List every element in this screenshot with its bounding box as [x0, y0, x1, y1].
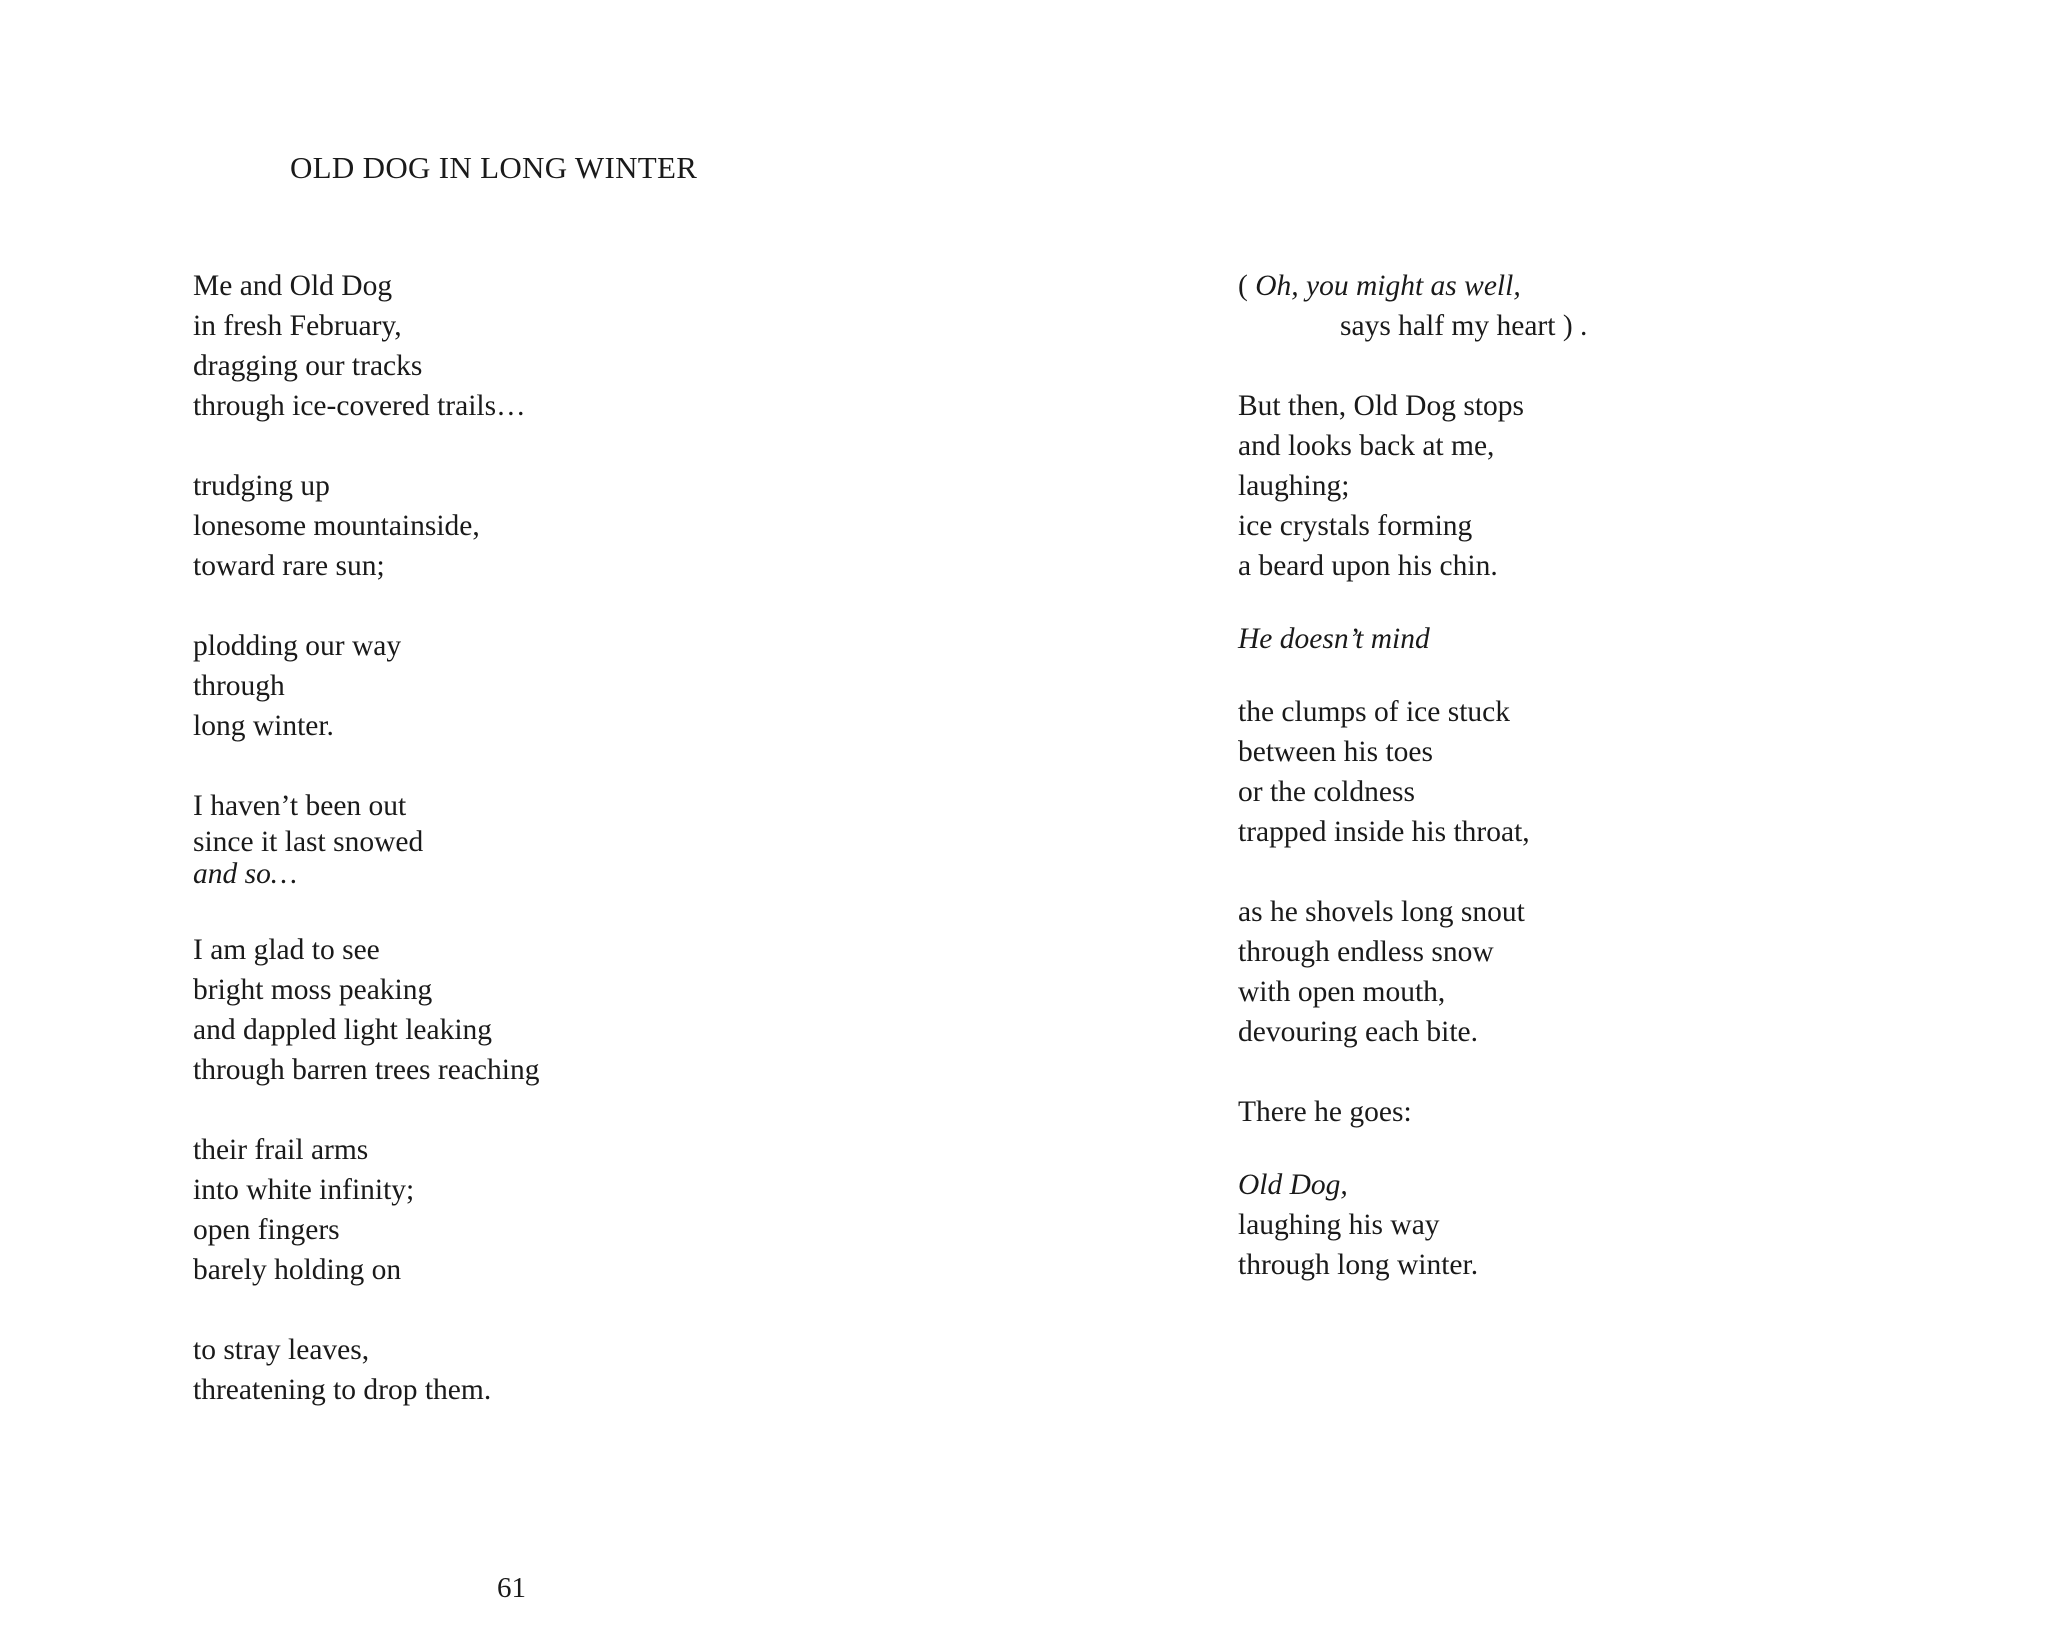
poem-line: trapped inside his throat, [1238, 816, 1530, 848]
poem-line: barely holding on [193, 1254, 402, 1286]
poem-line: I am glad to see [193, 934, 380, 966]
poem-line: ice crystals forming [1238, 510, 1473, 542]
poem-line: since it last snowed [193, 826, 424, 858]
poem-line: threatening to drop them. [193, 1374, 492, 1406]
poem-line: and looks back at me, [1238, 430, 1495, 462]
poem-aside-line [1238, 266, 1938, 306]
aside-italic-text: Oh, you might as well, [1255, 270, 1521, 302]
poem-line: or the coldness [1238, 776, 1415, 808]
poem-line: through ice-covered trails… [193, 390, 526, 422]
poem-line: There he goes: [1238, 1096, 1412, 1128]
poem-line: to stray leaves, [193, 1334, 370, 1366]
page-number: 61 [497, 1572, 526, 1604]
poem-line: toward rare sun; [193, 550, 385, 582]
poem-line: dragging our tracks [193, 350, 423, 382]
poem-line: in fresh February, [193, 310, 402, 342]
poem-column-left [193, 266, 893, 1410]
poem-line: long winter. [193, 710, 334, 742]
poem-line: lonesome mountainside, [193, 510, 480, 542]
poem-line: trudging up [193, 470, 330, 502]
poem-line: into white infinity; [193, 1174, 415, 1206]
poem-line: through [193, 670, 285, 702]
poem-line: laughing; [1238, 470, 1350, 502]
poem-title: OLD DOG IN LONG WINTER [290, 150, 698, 185]
poem-aside-line: says half my heart ) . [1340, 310, 1588, 342]
poem-line: with open mouth, [1238, 976, 1446, 1008]
poem-line: between his toes [1238, 736, 1433, 768]
poem-line-italic: Old Dog, [1238, 1169, 1348, 1201]
poem-line: the clumps of ice stuck [1238, 696, 1510, 728]
poem-line: plodding our way [193, 630, 402, 662]
poem-line: a beard upon his chin. [1238, 550, 1498, 582]
aside-open-paren: ( [1238, 270, 1256, 302]
poem-line: bright moss peaking [193, 974, 433, 1006]
poem-line: as he shovels long snout [1238, 896, 1525, 928]
poem-line-italic: He doesn’t mind [1238, 623, 1430, 655]
poem-line: Me and Old Dog [193, 270, 393, 302]
poem-line: through barren trees reaching [193, 1054, 540, 1086]
poem-line-italic: and so… [193, 858, 298, 890]
poem-line: I haven’t been out [193, 790, 407, 822]
poem-line: But then, Old Dog stops [1238, 390, 1524, 422]
poem-column-right [1238, 266, 1938, 1285]
poem-line: through endless snow [1238, 936, 1494, 968]
poem-line: their frail arms [193, 1134, 369, 1166]
poem-line: devouring each bite. [1238, 1016, 1479, 1048]
poem-line: and dappled light leaking [193, 1014, 493, 1046]
poem-line: laughing his way [1238, 1209, 1440, 1241]
poem-line: open fingers [193, 1214, 340, 1246]
poem-line: through long winter. [1238, 1249, 1479, 1281]
